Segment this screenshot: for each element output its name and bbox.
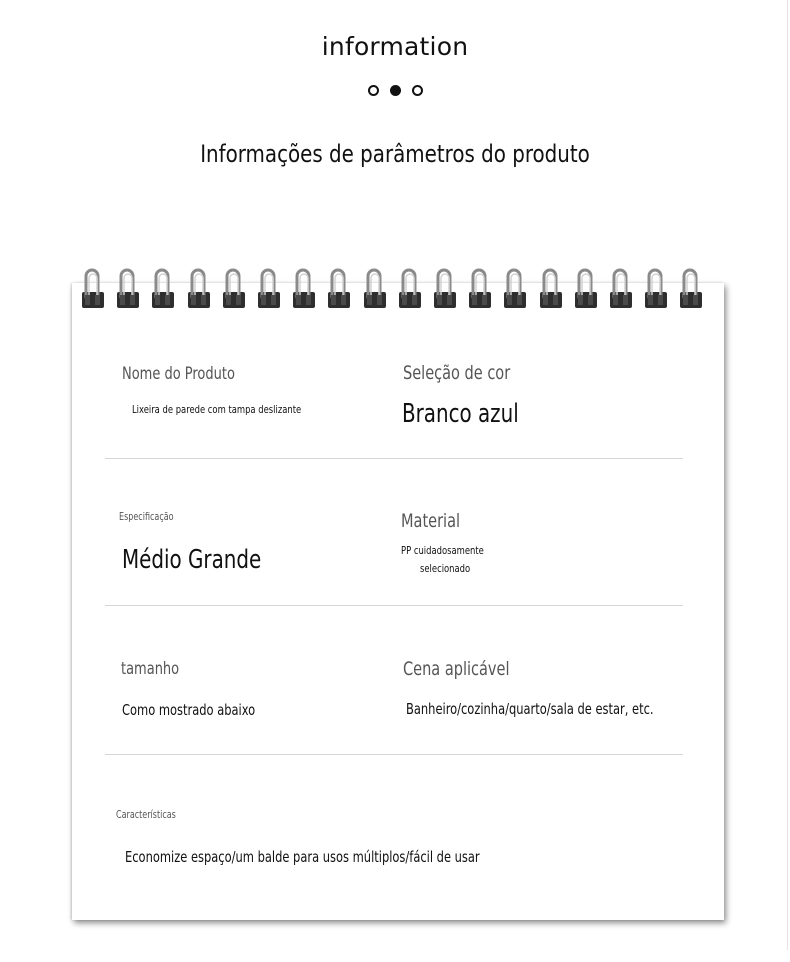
- scene-value: Banheiro/cozinha/quarto/sala de estar, etc.: [406, 700, 654, 718]
- row-divider: [105, 605, 683, 606]
- scene-label: Cena aplicável: [403, 658, 510, 680]
- spiral-ring: [608, 262, 634, 310]
- spiral-ring: [467, 262, 493, 310]
- spiral-ring: [397, 262, 423, 310]
- spiral-ring: [573, 262, 599, 310]
- features-label: Características: [116, 809, 176, 821]
- material-value-line1: PP cuidadosamente: [401, 544, 484, 557]
- notebook-spiral-binding: [80, 262, 720, 312]
- row-divider: [105, 458, 683, 459]
- spiral-ring: [80, 262, 106, 310]
- carousel-dot[interactable]: [412, 85, 423, 96]
- size-value: Como mostrado abaixo: [122, 701, 256, 719]
- page-title: information: [321, 32, 469, 61]
- color-label: Seleção de cor: [403, 362, 511, 384]
- spiral-ring: [432, 262, 458, 310]
- spiral-ring: [256, 262, 282, 310]
- spiral-ring: [643, 262, 669, 310]
- material-value-line2: selecionado: [420, 562, 471, 575]
- spiral-ring: [221, 262, 247, 310]
- page-edge-line: [787, 0, 788, 950]
- row-divider: [105, 754, 683, 755]
- product-name-label: Nome do Produto: [122, 364, 235, 384]
- spiral-ring: [291, 262, 317, 310]
- material-label: Material: [401, 510, 461, 532]
- spiral-ring: [115, 262, 141, 310]
- features-value: Economize espaço/um balde para usos múltiplos/fácil de usar: [125, 848, 480, 866]
- carousel-dot-active[interactable]: [390, 85, 401, 96]
- spiral-ring: [538, 262, 564, 310]
- spec-label: Especificação: [119, 511, 174, 523]
- color-value: Branco azul: [402, 399, 519, 429]
- size-label: tamanho: [121, 659, 180, 679]
- section-subtitle: Informações de parâmetros do produto: [200, 140, 590, 168]
- spiral-ring: [186, 262, 212, 310]
- spiral-ring: [502, 262, 528, 310]
- spiral-ring: [362, 262, 388, 310]
- spiral-ring: [150, 262, 176, 310]
- product-name-value: Lixeira de parede com tampa deslizante: [132, 403, 302, 416]
- spiral-ring: [326, 262, 352, 310]
- carousel-dots: [368, 85, 428, 99]
- carousel-dot[interactable]: [368, 85, 379, 96]
- spec-value: Médio Grande: [122, 545, 262, 575]
- spiral-ring: [678, 262, 704, 310]
